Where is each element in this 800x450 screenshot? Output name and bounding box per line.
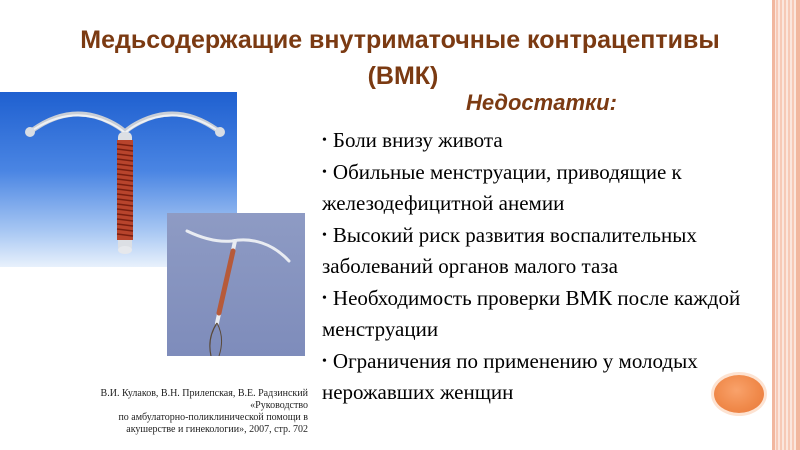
list-item (322, 125, 782, 157)
list-item-text: Ограничения по применению у молодых нерожавших женщин (322, 348, 698, 404)
citation-line: В.И. Кулаков, В.Н. Прилепская, В.Е. Радзинский (100, 388, 308, 399)
bullet-icon: • (322, 164, 327, 180)
citation-line: акушерстве и гинекологии», 2007, стр. 702 (126, 424, 308, 435)
disadvantages-list (322, 125, 782, 409)
bullet-icon: • (322, 133, 327, 148)
iud-photo-gray (167, 213, 305, 356)
slide-title-line2: (ВМК) (367, 62, 439, 90)
list-item-text: Обильные менструации, приводящие к железодефицитной анемии (322, 159, 682, 215)
iud-illustration-2 (167, 213, 305, 356)
list-item (322, 220, 782, 283)
list-item-text: Боли внизу живота (332, 128, 503, 152)
slide-title (0, 22, 800, 94)
citation-line: по амбулаторно-поликлинической помощи в (118, 412, 308, 423)
list-item-text: Необходимость проверки ВМК после каждой менструации (322, 285, 741, 341)
bullet-icon: • (322, 353, 327, 369)
list-item (322, 157, 782, 220)
next-slide-button[interactable] (714, 375, 764, 413)
list-item-text: Высокий риск развития воспалительных заболеваний органов малого таза (322, 222, 697, 278)
source-citation (20, 388, 308, 436)
list-item (322, 283, 782, 346)
list-item (322, 346, 782, 409)
slide-title-line1: Медьсодержащие внутриматочные контрацептивы (80, 26, 720, 54)
bullet-icon: • (322, 290, 327, 306)
citation-line: «Руководство (250, 400, 308, 411)
bullet-icon: • (322, 227, 327, 243)
disadvantages-heading: Недостатки: (466, 90, 617, 115)
